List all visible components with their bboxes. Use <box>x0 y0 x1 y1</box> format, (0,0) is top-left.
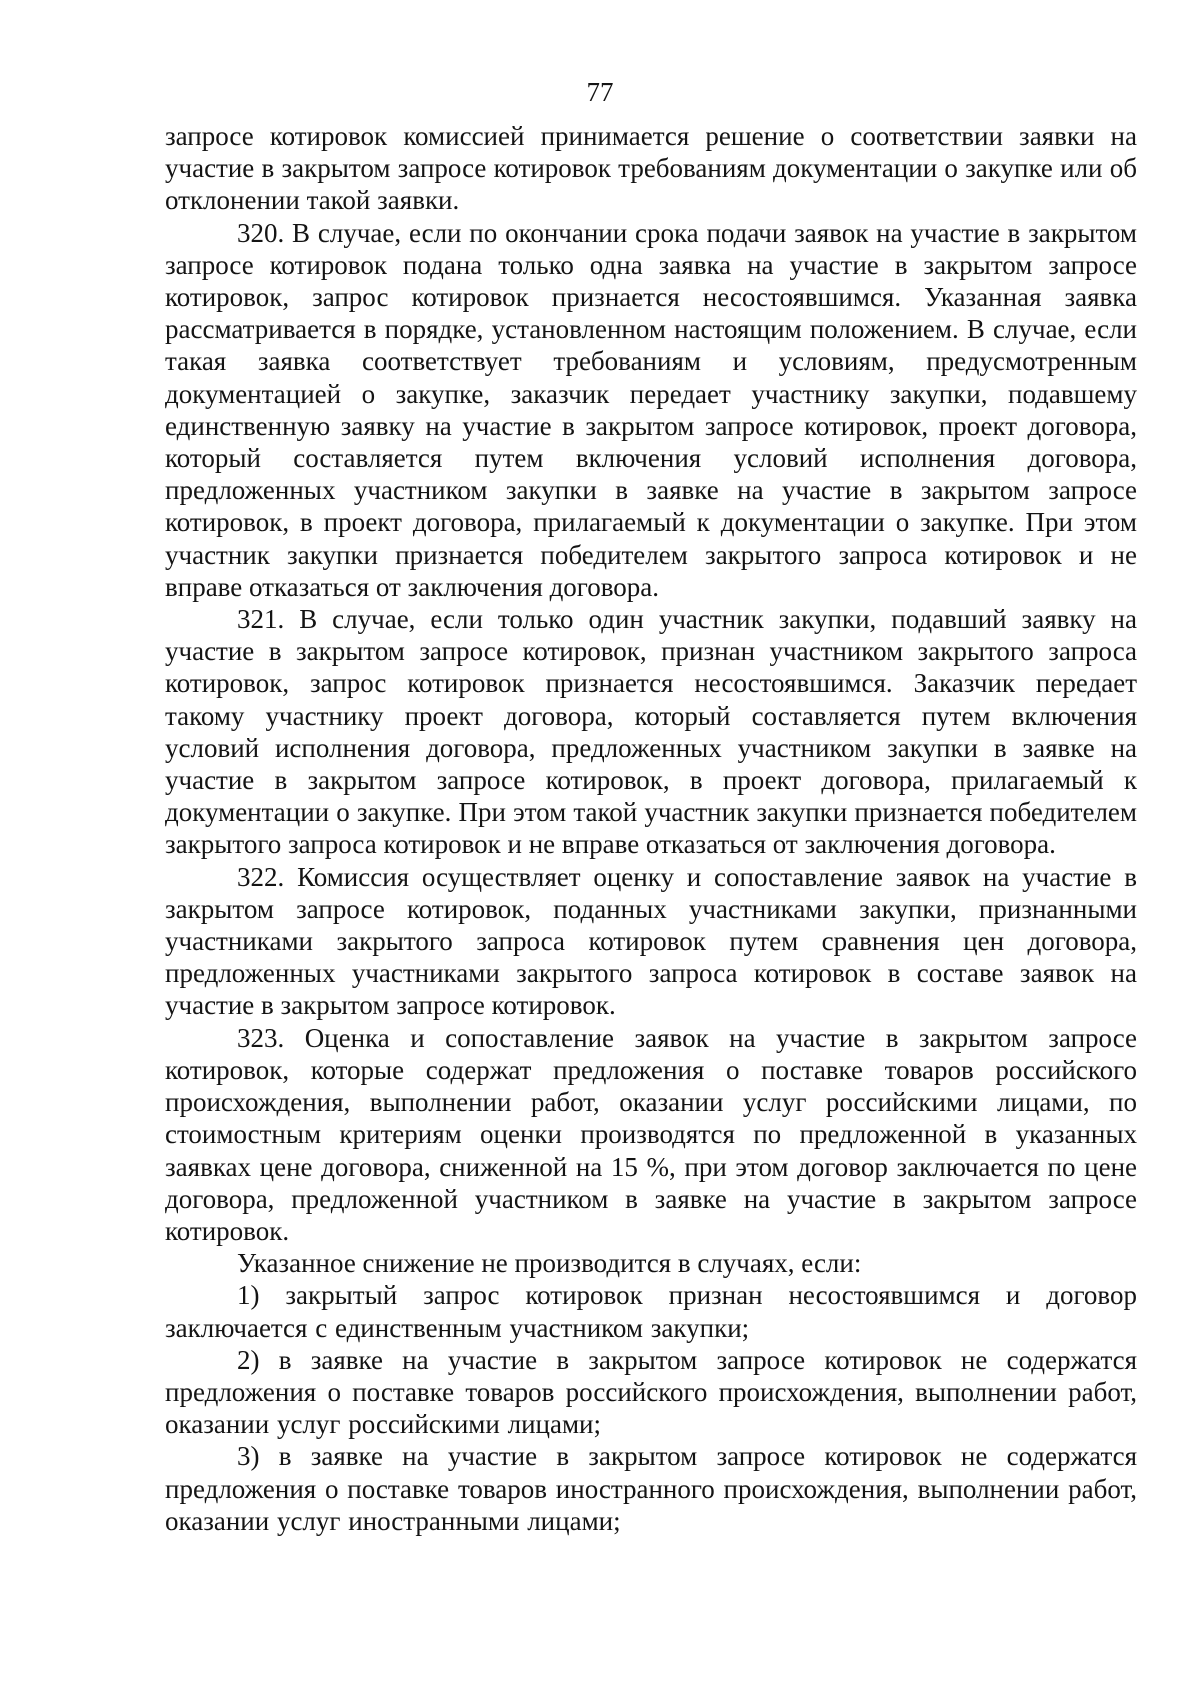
list-item-3: 3) в заявке на участие в закрытом запросе котировок не содержатся предложения о поставке товаров иностранного происхождения, выполнении работ, оказании услуг иностранными лицами; <box>165 1441 1137 1536</box>
paragraph-321: 321. В случае, если только один участник закупки, подавший заявку на участие в закрытом запросе котировок, признан участником закрытого запроса котировок, запрос котировок признается несостоявшимся. Заказчик передает такому участнику проект договора, который составляется путем включения условий исполнения договора, предложенных участником закупки в заявке на участие в закрытом запросе котировок, в проект договора, прилагаемый к документации о закупке. При этом такой участник закупки признается победителем закрытого запроса котировок и не вправе отказаться от заключения договора. <box>165 604 1137 860</box>
page-number: 77 <box>586 77 614 107</box>
document-body <box>165 120 1137 1537</box>
paragraph-320: 320. В случае, если по окончании срока подачи заявок на участие в закрытом запросе котировок подана только одна заявка на участие в закрытом запросе котировок, запрос котировок признается несостоявшимся. Указанная заявка рассматривается в порядке, установленном настоящим положением. В случае, если такая заявка соответствует требованиям и условиям, предусмотренным документацией о закупке, заказчик передает участнику закупки, подавшему единственную заявку на участие в закрытом запросе котировок, проект договора, который составляется путем включения условий исполнения договора, предложенных участником закупки в заявке на участие в закрытом запросе котировок, в проект договора, прилагаемый к документации о закупке. При этом участник закупки признается победителем закрытого запроса котировок и не вправе отказаться от заключения договора. <box>165 217 1137 602</box>
paragraph-continued: запросе котировок комиссией принимается решение о соответствии заявки на участие в закрытом запросе котировок требованиям документации о закупке или об отклонении такой заявки. <box>165 121 1137 216</box>
list-item-2: 2) в заявке на участие в закрытом запросе котировок не содержатся предложения о поставке товаров российского происхождения, выполнении работ, оказании услуг российскими лицами; <box>165 1344 1137 1440</box>
paragraph-reduction-exceptions-intro: Указанное снижение не производится в случаях, если: <box>237 1248 862 1279</box>
paragraph-323: 323. Оценка и сопоставление заявок на участие в закрытом запросе котировок, которые содержат предложения о поставке товаров российского происхождения, выполнении работ, оказании услуг российскими лицами, по стоимостным критериям оценки производятся по предложенной в указанных заявках цене договора, сниженной на 15 %, при этом договор заключается по цене договора, предложенной участником в заявке на участие в закрытом запросе котировок. <box>165 1022 1137 1246</box>
list-item-1: 1) закрытый запрос котировок признан несостоявшимся и договор заключается с единственным участником закупки; <box>165 1280 1137 1343</box>
paragraph-322: 322. Комиссия осуществляет оценку и сопоставление заявок на участие в закрытом запросе котировок, поданных участниками закупки, признанными участниками закрытого запроса котировок путем сравнения цен договора, предложенных участниками закрытого запроса котировок в составе заявок на участие в закрытом запросе котировок. <box>165 861 1137 1021</box>
